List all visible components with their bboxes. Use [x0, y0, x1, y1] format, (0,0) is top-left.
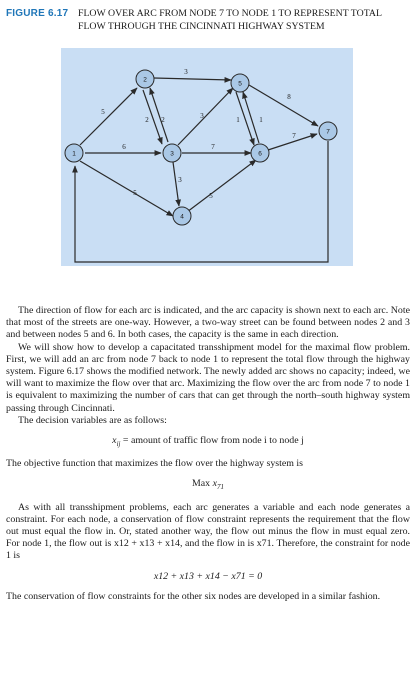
figure-title: FLOW OVER ARC FROM NODE 7 TO NODE 1 TO REPRESENT TOTAL FLOW THROUGH THE CINCINNATI HIGHWAY SYSTEM	[78, 8, 382, 32]
cap-6-5: 1	[259, 116, 263, 124]
cap-5-6: 1	[236, 116, 240, 124]
node-label-2: 2	[143, 76, 147, 84]
paragraph-4: The objective function that maximizes the flow over the highway system is	[6, 458, 303, 470]
cap-3-6: 7	[211, 143, 215, 151]
arc-4-6	[187, 160, 256, 212]
arc-1-4	[80, 161, 173, 216]
arc-3-5	[178, 88, 233, 145]
cap-2-5: 3	[184, 68, 188, 76]
arc-1-2	[80, 88, 137, 145]
cap-6-7: 7	[292, 132, 296, 140]
obj-max: Max	[192, 478, 211, 490]
cap-1-2: 5	[101, 108, 105, 116]
cap-3-5: 3	[200, 112, 204, 120]
body-text	[6, 305, 410, 603]
paragraph-6: The conservation of flow constraints for the other six nodes are developed in a similar fashion.	[6, 590, 381, 602]
eq-sub: ij	[116, 440, 121, 448]
obj-sub: 71	[216, 483, 224, 492]
node-label-6: 6	[258, 150, 262, 158]
cap-3-2: 2	[161, 116, 165, 124]
cap-3-4: 3	[178, 176, 182, 184]
paragraph-3: The decision variables are as follows:	[18, 414, 167, 426]
network-diagram	[61, 48, 353, 266]
cap-5-7: 8	[287, 93, 291, 101]
paragraph-1: The direction of flow for each arc is indicated, and the arc capacity is shown next to each arc. Note that most of the streets are one-way. However, a two-way street can be found between nodes 2 and 3 and between nodes 5 and 6. In both cases, the capacity is the same in each direction.	[6, 305, 410, 341]
cap-2-3: 2	[145, 116, 149, 124]
obj-var: x	[212, 478, 217, 490]
figure-label: FIGURE 6.17	[6, 8, 69, 19]
eq-var: x	[112, 435, 117, 447]
cap-4-6: 5	[209, 192, 213, 200]
arc-2-5	[154, 78, 231, 80]
paragraph-2: We will show how to develop a capacitated transshipment model for the maximal flow problem. First, we will add an arc from node 7 back to node 1 to represent the total flow through the highway system. Figure 6.17 shows the modified network. The newly added arc shows no capacity; indeed, we will want to maximize the flow over that arc. Maximizing the flow over the arc from node 7 to node 1 is equivalent to maximizing the number of cars that can get through the north–south highway system passing through Cincinnati.	[6, 341, 410, 414]
node-label-4: 4	[180, 213, 184, 221]
equation-definition	[6, 435, 410, 450]
node-label-1: 1	[72, 150, 76, 158]
cap-1-4: 5	[133, 189, 137, 197]
constraint-node-1: x12 + x13 + x14 − x71 = 0	[153, 570, 263, 582]
eq-text: = amount of traffic flow from node i to node j	[122, 435, 304, 447]
cap-1-3: 6	[122, 143, 126, 151]
arc-3-4	[173, 162, 179, 206]
paragraph-5: As with all transshipment problems, each arc generates a variable and each node generates a constraint. For each node, a conservation of flow constraint represents the requirement that the flow out must equal the flow in. Or, stated another way, the flow out minus the flow in must equal zero. For node 1, the flow out is x12 + x13 + x14, and the flow in is x71. Therefore, the constraint for node 1 is	[6, 501, 410, 562]
node-label-3: 3	[170, 150, 174, 158]
objective-function	[6, 478, 410, 493]
node-label-5: 5	[238, 80, 242, 88]
node-label-7: 7	[326, 128, 330, 136]
